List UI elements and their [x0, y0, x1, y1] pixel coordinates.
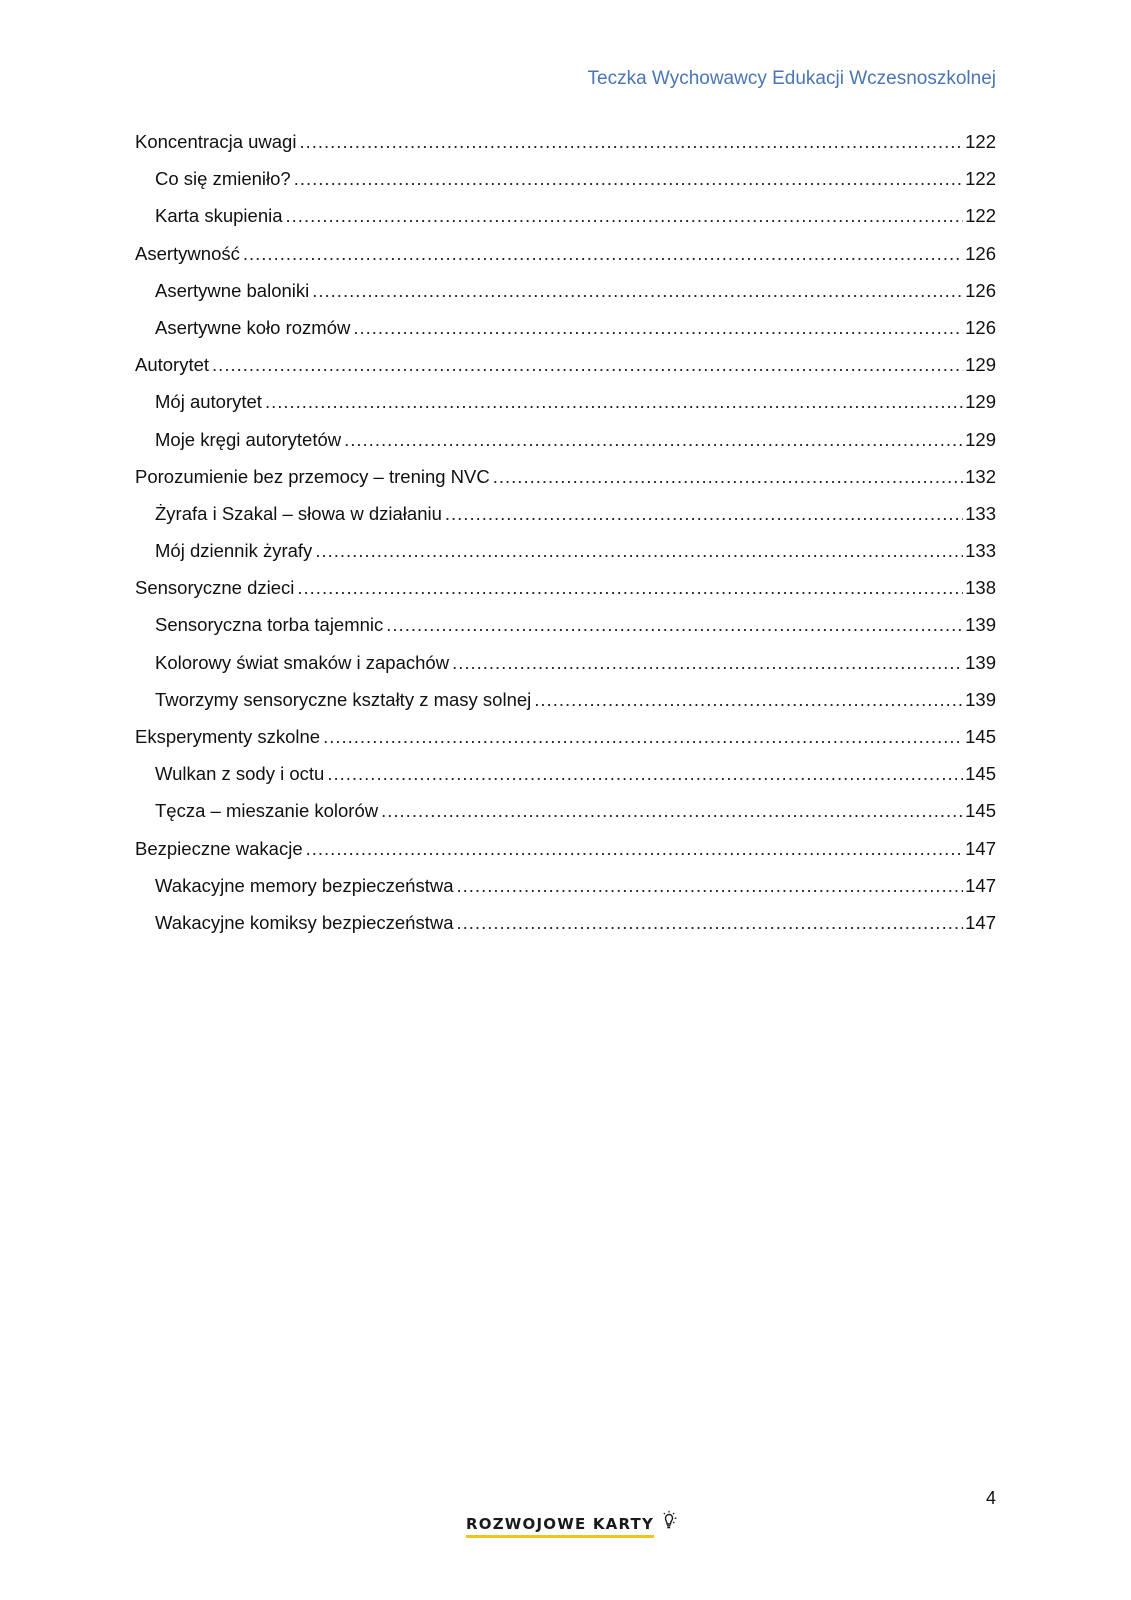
- toc-entry-title: Co się zmieniło?: [155, 168, 291, 190]
- toc-dot-leader: [452, 652, 963, 674]
- toc-dot-leader: [493, 466, 963, 488]
- toc-dot-leader: [344, 429, 963, 451]
- toc-entry-page: 133: [965, 502, 996, 524]
- toc-dot-leader: [265, 391, 963, 413]
- toc-subentry[interactable]: [135, 763, 996, 800]
- logo-text: ROZWOJOWE KARTY: [466, 1517, 654, 1538]
- toc-entry[interactable]: [135, 354, 996, 391]
- toc-dot-leader: [386, 614, 963, 636]
- toc-entry-page: 139: [965, 651, 996, 673]
- toc-entry-title: Asertywność: [135, 242, 240, 264]
- toc-entry-page: 126: [965, 316, 996, 338]
- toc-entry-page: 133: [965, 540, 996, 562]
- toc-subentry[interactable]: [135, 875, 996, 912]
- toc-entry-page: 139: [965, 688, 996, 710]
- toc-subentry[interactable]: [135, 429, 996, 466]
- toc-subentry[interactable]: [135, 614, 996, 651]
- toc-entry-title: Asertywne koło rozmów: [155, 316, 351, 338]
- toc-subentry[interactable]: [135, 280, 996, 317]
- toc-entry-page: 139: [965, 614, 996, 636]
- toc-dot-leader: [243, 243, 963, 265]
- toc-entry-page: 147: [965, 911, 996, 933]
- toc-entry-page: 129: [965, 428, 996, 450]
- toc-entry-title: Karta skupienia: [155, 205, 283, 227]
- toc-entry-title: Bezpieczne wakacje: [135, 837, 303, 859]
- toc-subentry[interactable]: [135, 912, 996, 949]
- toc-entry[interactable]: [135, 726, 996, 763]
- toc-subentry[interactable]: [135, 689, 996, 726]
- toc-entry-page: 147: [965, 874, 996, 896]
- toc-entry-title: Wulkan z sody i octu: [155, 763, 325, 785]
- toc-entry-page: 145: [965, 800, 996, 822]
- toc-entry-title: Mój dziennik żyrafy: [155, 540, 313, 562]
- toc-dot-leader: [327, 763, 963, 785]
- toc-dot-leader: [323, 726, 963, 748]
- toc-dot-leader: [299, 131, 963, 153]
- toc-entry-page: 132: [965, 465, 996, 487]
- toc-entry-title: Asertywne baloniki: [155, 279, 310, 301]
- toc-subentry[interactable]: [135, 168, 996, 205]
- toc-entry-title: Tworzymy sensoryczne kształty z masy solnej: [155, 688, 532, 710]
- toc-subentry[interactable]: [135, 391, 996, 428]
- toc-dot-leader: [381, 800, 963, 822]
- toc-entry[interactable]: [135, 577, 996, 614]
- lightbulb-icon: [656, 1510, 680, 1539]
- toc-dot-leader: [212, 354, 963, 376]
- toc-dot-leader: [445, 503, 963, 525]
- toc-entry-title: Sensoryczna torba tajemnic: [155, 614, 384, 636]
- toc-entry-title: Autorytet: [135, 354, 210, 376]
- toc-entry-title: Sensoryczne dzieci: [135, 577, 295, 599]
- toc-entry-page: 126: [965, 279, 996, 301]
- toc-entry-page: 147: [965, 837, 996, 859]
- toc-dot-leader: [457, 875, 964, 897]
- toc-dot-leader: [312, 280, 963, 302]
- table-of-contents: [135, 131, 996, 949]
- toc-entry-title: Porozumienie bez przemocy – trening NVC: [135, 465, 490, 487]
- toc-dot-leader: [306, 838, 964, 860]
- toc-subentry[interactable]: [135, 205, 996, 242]
- toc-dot-leader: [294, 168, 963, 190]
- toc-entry-title: Mój autorytet: [155, 391, 262, 413]
- toc-dot-leader: [297, 577, 963, 599]
- toc-entry-title: Wakacyjne memory bezpieczeństwa: [155, 874, 454, 896]
- footer-logo: [466, 1516, 680, 1539]
- toc-entry-title: Tęcza – mieszanie kolorów: [155, 800, 379, 822]
- toc-entry-page: 145: [965, 726, 996, 747]
- toc-entry-page: 122: [965, 168, 996, 190]
- toc-dot-leader: [286, 205, 964, 227]
- toc-entry-title: Kolorowy świat smaków i zapachów: [155, 651, 450, 673]
- toc-entry[interactable]: [135, 243, 996, 280]
- toc-subentry[interactable]: [135, 540, 996, 577]
- page-number: 4: [985, 1488, 996, 1508]
- toc-dot-leader: [315, 540, 963, 562]
- toc-entry-page: 145: [965, 763, 996, 785]
- toc-entry-title: Wakacyjne komiksy bezpieczeństwa: [155, 911, 454, 933]
- toc-entry-title: Koncentracja uwagi: [135, 131, 297, 152]
- toc-entry-title: Żyrafa i Szakal – słowa w działaniu: [155, 502, 442, 524]
- toc-dot-leader: [353, 317, 963, 339]
- toc-entry-title: Eksperymenty szkolne: [135, 726, 321, 747]
- toc-subentry[interactable]: [135, 800, 996, 837]
- running-header: Teczka Wychowawcy Edukacji Wczesnoszkolnej: [587, 68, 996, 89]
- toc-subentry[interactable]: [135, 652, 996, 689]
- toc-entry-page: 122: [965, 131, 996, 152]
- toc-entry[interactable]: [135, 131, 996, 168]
- toc-entry-page: 129: [965, 354, 996, 376]
- toc-entry-page: 122: [965, 205, 996, 227]
- toc-entry-title: Moje kręgi autorytetów: [155, 428, 342, 450]
- toc-dot-leader: [534, 689, 963, 711]
- toc-subentry[interactable]: [135, 317, 996, 354]
- toc-subentry[interactable]: [135, 503, 996, 540]
- toc-dot-leader: [457, 912, 964, 934]
- toc-entry-page: 138: [965, 577, 996, 599]
- toc-entry[interactable]: [135, 466, 996, 503]
- toc-entry-page: 129: [965, 391, 996, 413]
- toc-entry[interactable]: [135, 838, 996, 875]
- toc-entry-page: 126: [965, 242, 996, 264]
